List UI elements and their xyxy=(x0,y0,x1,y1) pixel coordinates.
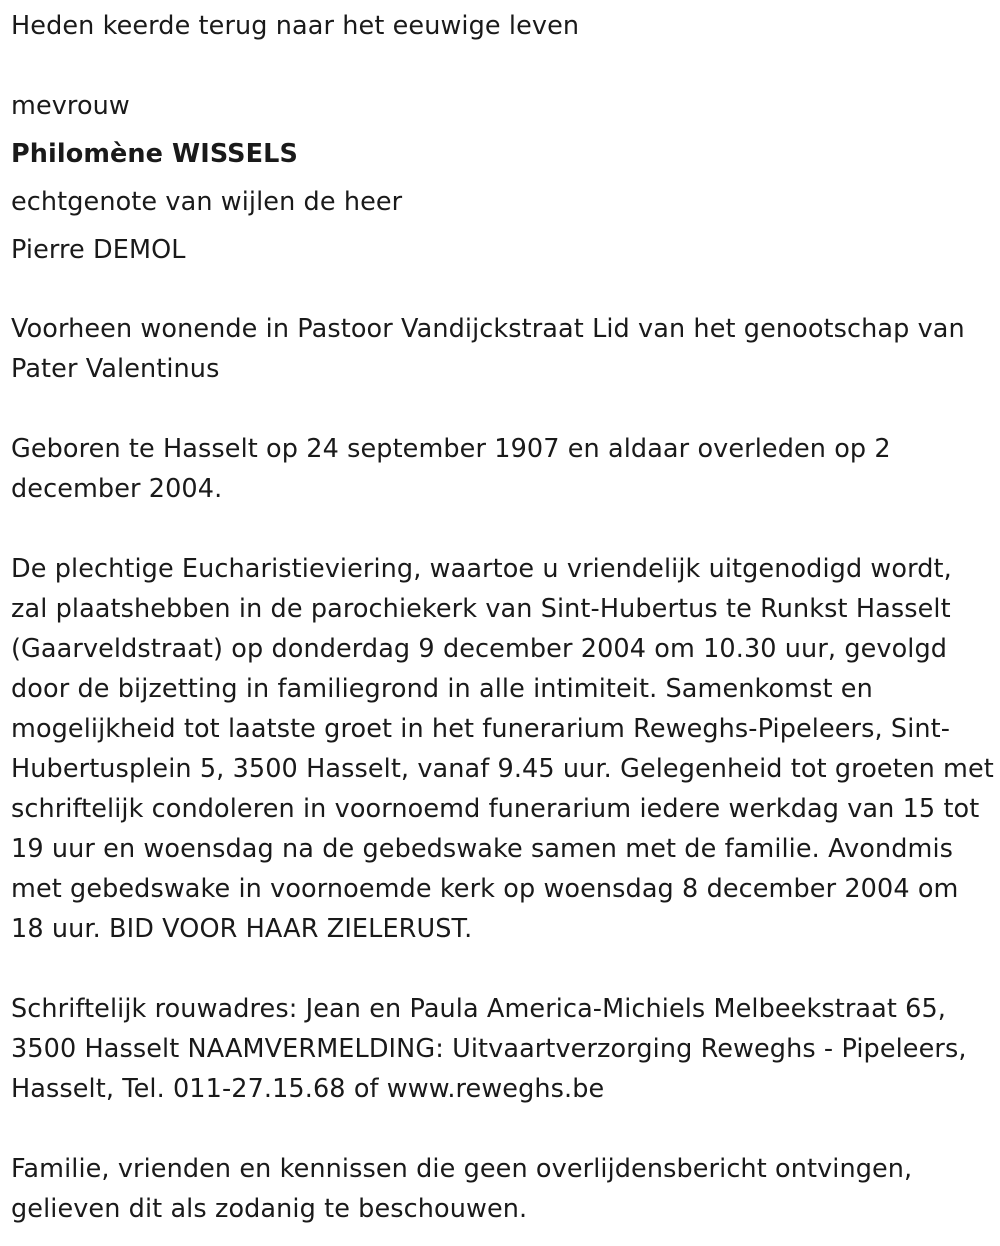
spouse-label: echtgenote van wijlen de heer xyxy=(11,187,403,217)
intro-line: Heden keerde terug naar het eeuwige leven xyxy=(11,11,580,41)
spouse-name: Pierre DEMOL xyxy=(11,235,186,265)
residence-paragraph: Voorheen wonende in Pastoor Vandijckstraat Lid van het genootschap van Pater Valentinus xyxy=(11,314,965,384)
address-paragraph: Schriftelijk rouwadres: Jean en Paula America-Michiels Melbeekstraat 65, 3500 Hasselt NAAMVERMELDING: Uitvaartverzorging Reweghs - Pipeleers, Hasselt, Tel. 011-27.15.68 of www.reweghs.be xyxy=(11,994,967,1104)
notice-paragraph: Familie, vrienden en kennissen die geen overlijdensbericht ontvingen, gelieven dit als zodanig te beschouwen. xyxy=(11,1154,913,1224)
honorific: mevrouw xyxy=(11,91,130,121)
birth-death-paragraph: Geboren te Hasselt op 24 september 1907 en aldaar overleden op 2 december 2004. xyxy=(11,434,891,504)
deceased-name: Philomène WISSELS xyxy=(11,139,298,169)
service-paragraph: De plechtige Eucharistieviering, waartoe u vriendelijk uitgenodigd wordt, zal plaatshebben in de parochiekerk van Sint-Hubertus te Runkst Hasselt (Gaarveldstraat) op donderdag 9 december 2004 om 10.30 uur, gevolgd door de bijzetting in familiegrond in alle intimiteit. Samenkomst en mogelijkheid tot laatste groet in het funerarium Reweghs-Pipeleers, Sint-Hubertusplein 5, 3500 Hasselt, vanaf 9.45 uur. Gelegenheid tot groeten met schriftelijk condoleren in voornoemd funerarium iedere werkdag van 15 tot 19 uur en woensdag na de gebedswake samen met de familie. Avondmis met gebedswake in voornoemde kerk op woensdag 8 december 2004 om 18 uur. BID VOOR HAAR ZIELERUST. xyxy=(11,554,994,944)
